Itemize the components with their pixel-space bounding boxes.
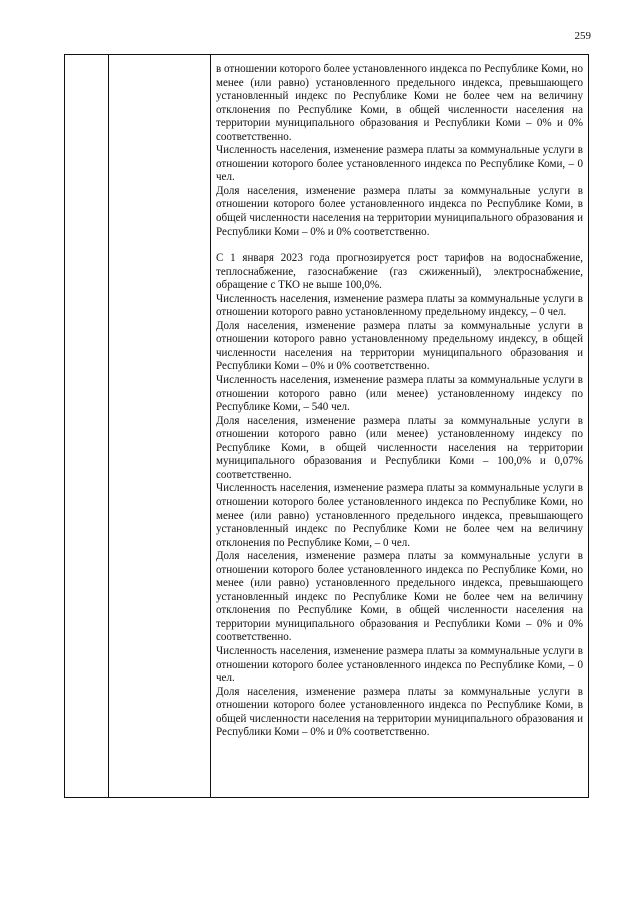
column-divider-1 [108, 55, 109, 797]
document-table [64, 54, 589, 798]
paragraph: Доля населения, изменение размера платы за коммунальные услуги в отношении которого более установленного индекса по Республике Коми, в общей численности населения на территории муниципального образования и Республики Коми – 0% и 0% соответственно. [216, 184, 583, 238]
page-number: 259 [574, 30, 591, 42]
column-divider-2 [210, 55, 211, 797]
paragraph: Доля населения, изменение размера платы за коммунальные услуги в отношении которого более установленного индекса по Республике Коми, но менее (или равно) установленного предельного индекса, превышающего установленный индекс по Республике Коми не более чем на величину отклонения по Республике Коми, в общей численности населения на территории муниципального образования и Республики Коми – 0% и 0% соответственно. [216, 550, 583, 644]
paragraph: Доля населения, изменение размера платы за коммунальные услуги в отношении которого более установленного индекса по Республике Коми, в общей численности населения на территории муниципального образования и Республики Коми – 0% и 0% соответственно. [216, 685, 583, 739]
table-cell-text [216, 63, 583, 740]
paragraph: Численность населения, изменение размера платы за коммунальные услуги в отношении которого равно (или менее) установленному индексу по Республике Коми, – 540 чел. [216, 374, 583, 414]
paragraph: С 1 января 2023 года прогнозируется рост тарифов на водоснабжение, теплоснабжение, газоснабжение (газ сжиженный), электроснабжение, обращение с ТКО не выше 100,0%. [216, 252, 583, 292]
paragraph: Доля населения, изменение размера платы за коммунальные услуги в отношении которого равно установленному предельному индексу, в общей численности населения на территории муниципального образования и Республики Коми – 0% и 0% соответственно. [216, 319, 583, 373]
paragraph: Доля населения, изменение размера платы за коммунальные услуги в отношении которого равно (или менее) установленному индексу по Республике Коми, в общей численности населения на территории муниципального образования и Республики Коми – 100,0% и 0,07% соответственно. [216, 414, 583, 481]
paragraph: Численность населения, изменение размера платы за коммунальные услуги в отношении которого равно установленному предельному индексу, – 0 чел. [216, 292, 583, 319]
paragraph: Численность населения, изменение размера платы за коммунальные услуги в отношении которого более установленного индекса по Республике Коми, – 0 чел. [216, 644, 583, 685]
paragraph: в отношении которого более установленного индекса по Республике Коми, но менее (или равно) установленного предельного индекса, превышающего установленный индекс по Республике Коми не более чем на величину отклонения по Республике Коми, в общей численности населения на территории муниципального образования и Республики Коми – 0% и 0% соответственно. [216, 63, 583, 143]
paragraph: Численность населения, изменение размера платы за коммунальные услуги в отношении которого более установленного индекса по Республике Коми, – 0 чел. [216, 144, 583, 184]
paragraph: Численность населения, изменение размера платы за коммунальные услуги в отношении которого более установленного индекса по Республике Коми, но менее (или равно) установленного предельного индекса, превышающего установленный индекс по Республике Коми не более чем на величину отклонения по Республике Коми, – 0 чел. [216, 482, 583, 549]
